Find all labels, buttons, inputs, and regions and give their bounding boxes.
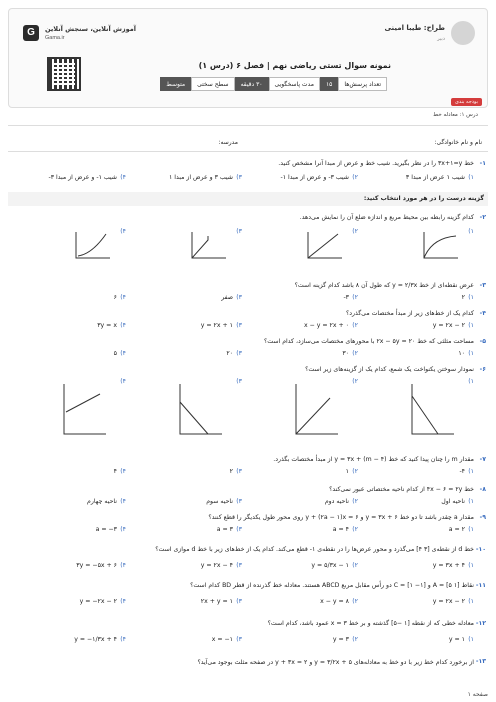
question-7 [10,456,486,478]
question-stem: مقدار m را چنان پیدا کنید که خط y = ۳x + (m − ۴) از مبدأ مختصات بگذرد. [273,456,474,463]
question-number: ۸- [479,486,486,493]
question-number: ۱۱- [475,582,486,589]
question-9 [10,514,486,536]
student-info-row [8,132,488,152]
option-3[interactable]: ۳) x = −۱ [211,636,242,643]
brand[interactable] [23,23,173,47]
option-2[interactable]: ۲) ناحیه دوم [324,498,358,505]
option-3[interactable]: ۳) y = ۲x + ۱ [200,322,242,329]
option-2[interactable]: ۲) [242,378,358,442]
option-3[interactable]: ۳) a = ۳ [216,526,242,533]
option-1[interactable]: ۱) y = ۱ [448,636,474,643]
question-count-label: تعداد پرسش‌ها [338,77,387,91]
duration-label: مدت پاسخگویی [269,77,320,91]
question-number: ۴- [479,310,486,317]
options [10,378,474,442]
option-2[interactable]: ۲) y = ۳ [332,636,358,643]
brand-site[interactable]: Gama.ir [45,35,65,41]
question-stem: کدام گزینه رابطه بین محیط مربع و اندازه ضلع آن را نمایش می‌دهد. [299,214,474,221]
option-1[interactable]: ۱) [358,378,474,442]
question-10 [10,546,486,574]
designer-avatar [451,21,475,45]
graph-increasing-icon [290,382,340,438]
question-count-value: ۱۵ [320,77,338,91]
topic-box [8,96,488,126]
options [10,228,474,272]
question-number: ۲- [479,214,486,221]
question-5 [10,338,486,360]
name-label: نام و نام خانوادگی: [434,139,482,146]
question-stem: مساحت مثلثی که خط ۲x − ۵y = ۲۰ با محورهای مختصات می‌سازد، کدام است؟ [264,338,474,345]
question-stem: از برخورد کدام خط زیر با دو خط به معادله‌های y = ۳/۲x + ۵ و y + ۳x = ۲ در صفحه مثلث بوجود می‌آید؟ [197,659,474,666]
question-number: ۵- [479,338,486,345]
option-4[interactable]: ۴) a = −۳ [95,526,126,533]
graph-growth-icon [72,230,112,262]
option-4[interactable]: ۴) ۵ [113,350,126,357]
option-4[interactable]: ۴) [10,228,126,272]
option-2[interactable]: ۲) ۳- [343,294,358,301]
option-4[interactable]: ۴) ۳y = x [97,322,126,329]
question-stem: خط ۴x − ۶ = ۲y از کدام ناحیه مختصاتی عبور نمی‌کند؟ [329,486,474,493]
qr-code-icon[interactable] [47,57,81,91]
option-1[interactable]: ۱) ۲ [461,294,474,301]
question-6 [10,366,486,446]
difficulty-value: متوسط [160,77,191,91]
option-3[interactable]: ۳) ۲ [229,468,242,475]
options [10,598,474,605]
question-number: ۹- [479,514,486,521]
question-number: ۱۰- [475,546,486,553]
option-1[interactable]: ۱) ناحیه اول [441,498,474,505]
option-4[interactable]: ۴) ۶ [113,294,126,301]
school-label: مدرسه: [218,139,238,146]
options [10,636,474,643]
option-2[interactable]: ۲) x − y = ۸ [320,598,358,605]
question-stem: عرض نقطه‌ای از خط y = ۲/۳x که طول آن ۸ باشد کدام گزینه است؟ [294,282,474,289]
option-2[interactable]: ۲) a = ۴ [332,526,358,533]
duration-value: ۳۰ دقیقه [235,77,269,91]
options [10,498,474,505]
option-4[interactable]: ۴) ۴ [113,468,126,475]
question-2 [10,214,486,278]
question-1 [10,160,486,184]
option-3[interactable]: ۳) صفر [221,294,242,301]
question-number: ۳- [479,282,486,289]
option-2[interactable]: ۲) y = ۵/۳x − ۱ [311,562,358,569]
options [10,526,474,533]
difficulty-label: سطح سختی [191,77,234,91]
question-number: ۱- [479,160,486,167]
graph-line-icon [304,230,344,262]
question-number: ۱۲- [475,620,486,627]
gama-logo-icon: G [23,25,39,41]
graph-rising-icon [58,382,108,438]
option-2[interactable]: ۲) ۳۰ [342,350,358,357]
option-3[interactable]: ۳) ۲x + y = ۱ [200,598,242,605]
option-4[interactable]: ۴) y = −۱/۳x + ۴ [74,636,126,643]
topic-text: درس ۱: معادله خط [433,112,478,118]
options [10,322,474,329]
option-4[interactable]: ۴) شیب ۱- و عرض از مبدا ۳- [48,174,126,181]
question-12 [10,620,486,648]
option-1[interactable]: ۱) y = ۲x − ۲ [432,598,474,605]
question-stem: خط d از نقطه‌ی [۳ ۴] می‌گذرد و محور عرض‌ها را در نقطه‌ی ۱- قطع می‌کند. کدام یک از خط‌های زیر با خط d موازی است؟ [155,546,474,553]
options [10,350,474,357]
test-meta [160,77,387,91]
option-3[interactable]: ۳) ناحیه سوم [206,498,242,505]
options [10,562,474,569]
graph-decreasing-icon [406,382,456,438]
option-1[interactable]: ۱) ۴- [459,468,474,475]
test-header [8,8,488,108]
designer-role: دبیر [437,36,445,42]
option-1[interactable]: ۱) شیب ۱ عرض از مبدا ۳ [405,174,474,181]
option-3[interactable]: ۳) [126,228,242,272]
option-2[interactable]: ۲) [242,228,358,272]
option-3[interactable]: ۳) y = ۲x − ۴ [200,562,242,569]
question-8 [10,486,486,508]
option-4[interactable]: ۴) ناحیه چهارم [87,498,126,505]
question-13 [10,658,486,682]
question-stem: نمودار سوختن یکنواخت یک شمع، کدام یک از گزینه‌های زیر است؟ [305,366,474,373]
options [10,468,474,475]
question-stem: خط ۳x+۱=y را در نظر بگیرید. شیب خط و عرض از مبدا آنرا مشخص کنید. [278,160,474,167]
question-stem: معادله خطی که از نقطه [۱ −۵] گذشته و بر خط x = ۳ عمود باشد، کدام است؟ [267,620,474,627]
option-4[interactable]: ۴) [10,378,126,442]
page-number: صفحه ۱ [467,691,488,698]
options [10,294,474,301]
option-1[interactable]: ۱) ۱۰ [458,350,474,357]
option-3[interactable]: ۳) [126,378,242,442]
brand-title: آموزش آنلاین، سنجش آنلاین [45,25,137,33]
option-3[interactable]: ۳) شیب ۳ و عرض از مبدا ۱ [168,174,242,181]
option-2[interactable]: ۲) ۱ [345,468,358,475]
option-1[interactable]: ۱) a = ۲ [448,526,474,533]
option-1[interactable]: ۱) [358,228,474,272]
question-4 [10,310,486,332]
question-stem: نقاط A = [۵ ۱] و C = [۱ −۱] دو رأس مقابل مربع ABCD هستند. معادله خط گذرنده از قطر BD کدام است؟ [190,582,474,589]
question-number: ۶- [479,366,486,373]
graph-decreasing-icon [174,382,224,438]
section-instruction: گزینه درست را در هر مورد انتخاب کنید: [363,195,484,202]
option-3[interactable]: ۳) ۲۰ [226,350,242,357]
question-stem: مقدار a چقدر باشد تا دو خط y = ۳x + ۶ و y + (۲a − ۱)x = ۶ روی محور طول یکدیگر را قطع کنند؟ [208,514,474,521]
option-2[interactable]: ۲) x − y = ۲x + ۰ [304,322,358,329]
designer-name: طراح: طیبا امینی [384,24,445,32]
option-1[interactable]: ۱) y = ۲x − ۲ [432,322,474,329]
option-2[interactable]: ۲) شیب ۳- و عرض از مبدا ۱- [280,174,358,181]
option-1[interactable]: ۱) y = ۳x + ۴ [432,562,474,569]
question-number: ۷- [479,456,486,463]
question-11 [10,582,486,610]
question-number: ۱۳- [475,658,486,665]
option-4[interactable]: ۴) ۳y = −۵x + ۶ [76,562,126,569]
options [10,174,474,181]
option-4[interactable]: ۴) y = −۲x − ۲ [79,598,126,605]
question-3 [10,282,486,304]
test-title: نمونه سوال تستی ریاضی نهم | فصل ۶ (درس ۱) [198,61,391,70]
question-stem: کدام یک از خط‌های زیر از مبدأ مختصات می‌گذرد؟ [345,310,474,317]
graph-curve-icon [420,230,460,262]
graph-flat-icon [188,230,228,262]
topic-tag: بودجه بندی [451,98,482,106]
